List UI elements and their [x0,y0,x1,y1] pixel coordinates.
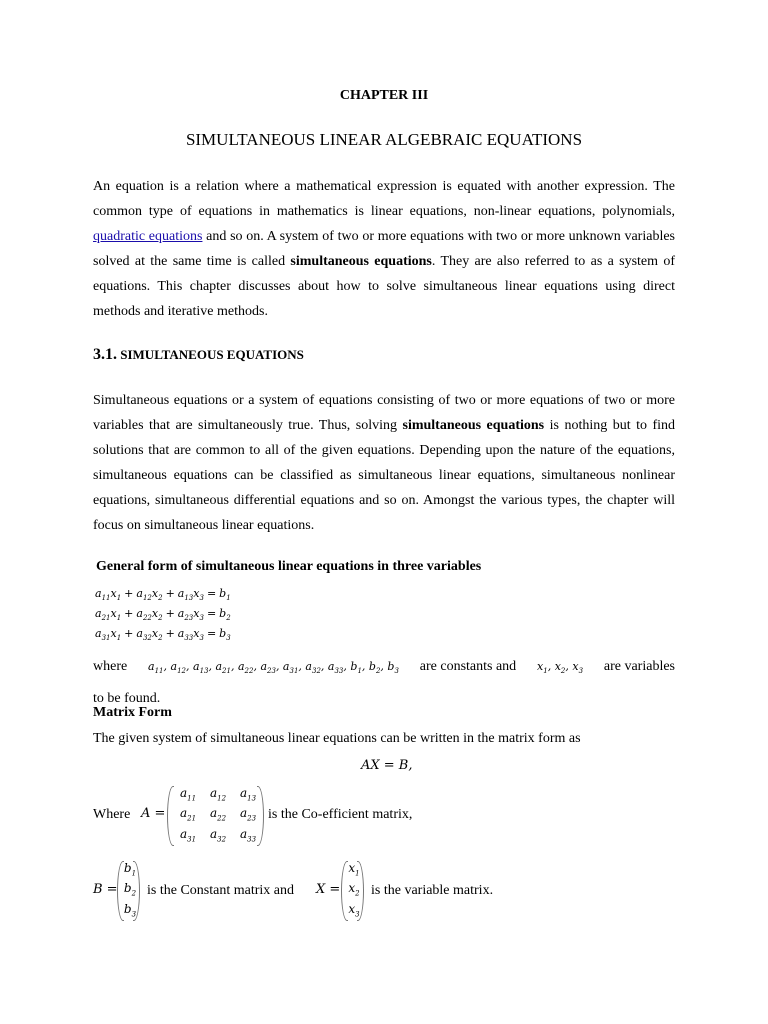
matrix-x-symbol: X = [316,882,341,897]
matrix-equation: AX = B, [361,758,413,773]
constants-list: $a_{11}$, $a_{12}$, $a_{13}$, $a_{21}$, $a_{22}$, $a_{23}$, $a_{31}$, $a_{32}$, $a_{33}$, $b_1$, $b_2$, $b_3$ [148,660,399,676]
chapter-label: CHAPTER III [339,88,429,103]
where-tail: to be found. [93,691,161,707]
matrix-b-symbol: B = [93,882,118,897]
section-text-2: is nothing but to find solutions that are common to all of the given equations. Depending upon the nature of the equations, simultaneous equations can be classified as simultaneous linear equations, simultaneous nonlinear equations, simultaneous differential equations and so on. Amongst the various types, the chapter will focus on simultaneous linear equations. [93,418,675,533]
intro-text-2: and so on. A system of two or more equations with two or more unknown variables solved at the same time is called [93,229,675,269]
variable-description: is the variable matrix. [371,883,494,898]
coefficient-matrix [173,786,265,843]
intro-text-1: An equation is a relation where a mathematical expression is equated with another expression. The common type of equations in mathematics is linear equations, non-linear equations, polynomials, [93,179,675,219]
chapter-title: SIMULTANEOUS LINEAR ALGEBRAIC EQUATIONS [185,130,583,149]
quadratic-equations-link[interactable]: quadratic equations [93,229,203,244]
matrix-cell: $b_1$ [123,861,137,878]
intro-paragraph [93,174,675,324]
matrix-cell: $b_3$ [123,901,137,919]
matrix-cell: $a_{32}$ [209,826,227,844]
constants-suffix: are constants and [419,659,517,674]
constant-description: is the Constant matrix and [147,883,294,898]
section-text-1: Simultaneous equations or a system of equations consisting of two or more equations of two or more variables that are simultaneously true. Thus, solving [93,393,675,433]
matrix-cell: $a_{11}$ [179,786,197,803]
matrix-cell: $a_{31}$ [179,826,197,844]
matrix-cell: $a_{13}$ [239,786,257,803]
equation-1: $a_{11}x_1 + a_{12}x_2 + a_{13}x_3 = b_1$ [95,587,231,603]
matrix-cell: $a_{33}$ [239,826,257,844]
section-heading [93,346,304,364]
variables-list: $x_1$, $x_2$, $x_3$ [537,660,584,676]
matrix-cell: $x_3$ [348,901,360,919]
coefficient-description: is the Co-efficient matrix, [268,807,413,822]
section-title: SIMULTANEOUS EQUATIONS [120,347,304,362]
matrix-cell: $a_{21}$ [179,806,197,823]
matrix-cell: $a_{22}$ [209,806,227,823]
matrix-cell: $a_{12}$ [209,786,227,803]
where-lead: where [93,659,128,674]
intro-text-3: . They are also referred to as a system of equations. This chapter discusses about how to solve simultaneous linear equations using direct methods and iterative methods. [93,254,675,319]
section-number: 3.1. [93,346,117,363]
equation-3: $a_{31}x_1 + a_{32}x_2 + a_{33}x_3 = b_3$ [95,627,231,643]
matrix-cell: $x_2$ [348,881,360,898]
general-form-heading: General form of simultaneous linear equations in three variables [96,559,482,574]
variables-suffix: are variables [603,659,675,674]
matrix-form-heading: Matrix Form [93,705,172,720]
matrix-form-text: The given system of simultaneous linear equations can be written in the matrix form as [93,731,581,746]
matrix-cell: $x_1$ [348,861,360,878]
section-paragraph [93,388,675,538]
where-label: Where [93,807,131,822]
equation-2: $a_{21}x_1 + a_{22}x_2 + a_{23}x_3 = b_2$ [95,607,231,623]
matrix-cell: $b_2$ [123,881,137,898]
where-paragraph [93,653,675,712]
intro-bold-term: simultaneous equations [290,254,432,269]
matrix-a-symbol: A = [141,806,166,821]
matrix-cell: $a_{23}$ [239,806,257,823]
section-bold-term: simultaneous equations [402,418,545,433]
